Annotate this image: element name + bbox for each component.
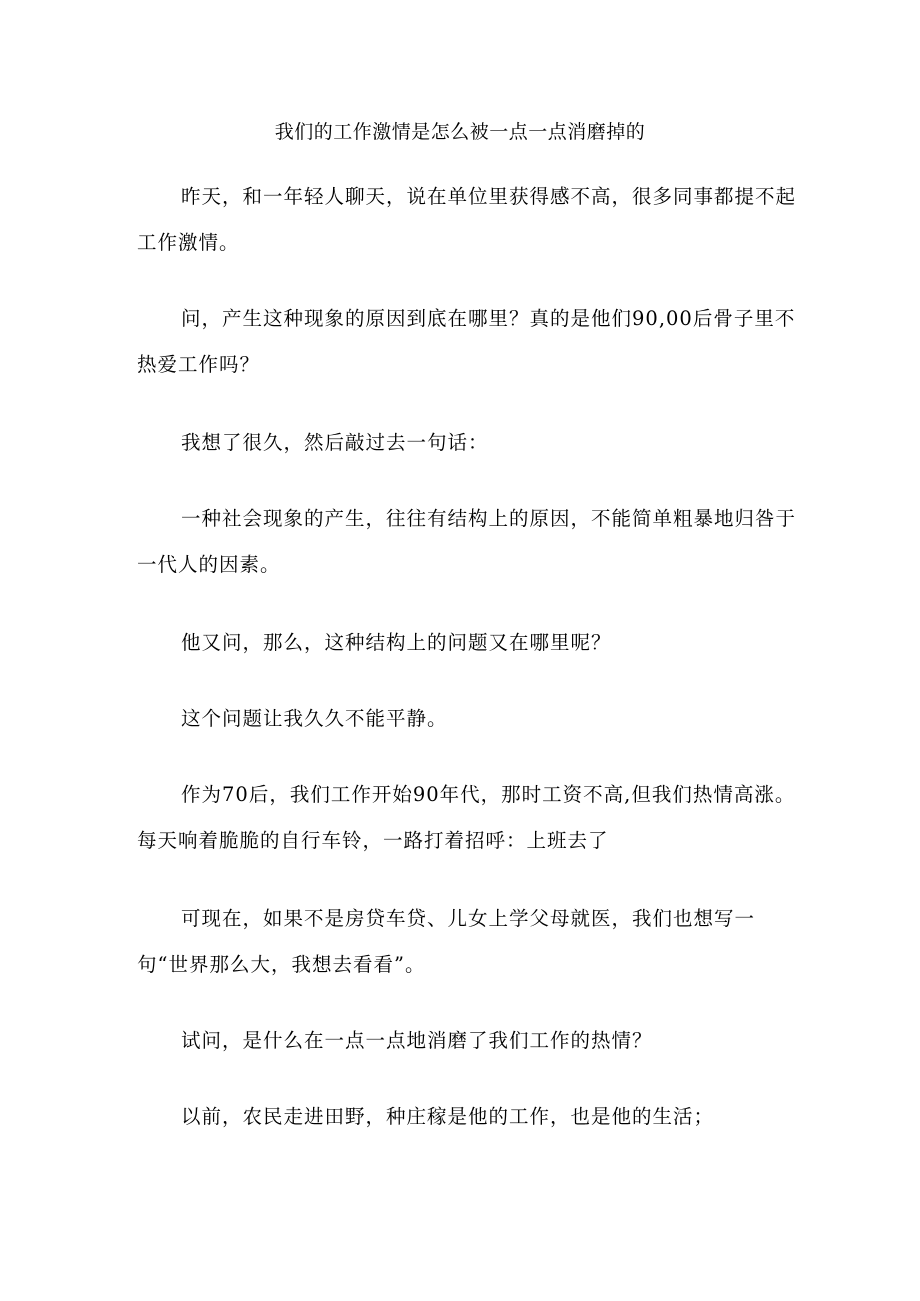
paragraph: 可现在，如果不是房贷车贷、儿女上学父母就医，我们也想写一句“世界那么大，我想去看看”。 (137, 907, 756, 976)
paragraph: 试问，是什么在一点一点地消磨了我们工作的热情？ (181, 1029, 653, 1052)
paragraph: 以前，农民走进田野，种庄稼是他的工作，也是他的生活； (181, 1105, 715, 1128)
paragraph: 他又问，那么，这种结构上的问题又在哪里呢？ (181, 631, 612, 654)
paragraph: 作为70后，我们工作开始90年代，那时工资不高,但我们热情高涨。每天响着脆脆的自行车铃，一路打着招呼：上班去了 (137, 783, 796, 852)
document-title: 我们的工作激情是怎么被一点一点消磨掉的 (274, 121, 646, 143)
paragraph: 昨天，和一年轻人聊天，说在单位里获得感不高，很多同事都提不起工作激情。 (137, 185, 797, 254)
paragraph: 一种社会现象的产生，往往有结构上的原因，不能简单粗暴地归咎于一代人的因素。 (137, 507, 797, 576)
paragraph: 这个问题让我久久不能平静。 (181, 707, 448, 730)
paragraph: 我想了很久，然后敲过去一句话： (181, 431, 489, 454)
paragraph: 问，产生这种现象的原因到底在哪里？真的是他们90,00后骨子里不热爱工作吗？ (137, 307, 796, 376)
